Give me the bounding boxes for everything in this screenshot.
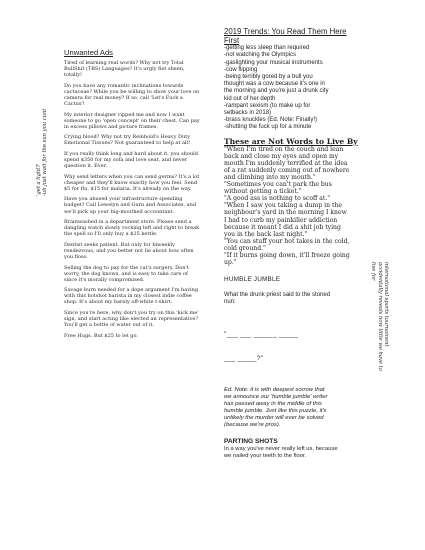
trend-item: -not watching the Olympics <box>224 52 297 59</box>
quote-line: up." <box>224 259 237 267</box>
quote-line: "When I'm tired on the couch and lean <box>224 145 344 153</box>
note-line: Ed. Note: it is with deepest sorrow that <box>224 386 325 393</box>
note-line: has passed away in the middle of this <box>224 400 322 407</box>
trends-title-line: First <box>224 35 240 45</box>
blanks-line: ___ _____?" <box>224 354 264 362</box>
ad-paragraph: Selling the dog to pay for the cat's surgery. Don't worry, the dog knows, and is easy to take care of since it's morally compromised. <box>64 264 189 283</box>
right-margin-note-line: live for <box>370 262 377 281</box>
prompt-line: nun: <box>224 299 236 306</box>
note-line: we announce our 'humble jumble' writer <box>224 393 328 400</box>
left-margin-note-line: -uh just wait for the sun you cunt <box>42 108 49 196</box>
ad-paragraph: Free Hugs. But $25 to let go. <box>64 332 138 339</box>
quote-line: "A good ass is nothing to scoff at." <box>224 195 331 203</box>
right-margin-note-line: accidentally reveals how little we have to <box>376 262 383 371</box>
quote-line: back and close my eyes and open my <box>224 152 339 160</box>
trends-title <box>224 28 392 45</box>
trend-item: thought was a cow because it's one in <box>224 81 325 88</box>
trends-list <box>224 45 392 131</box>
trend-item: -shutting the fuck up for a minute <box>224 124 312 131</box>
quote-line: and climbing into my mouth." <box>224 174 316 181</box>
note-line: (because we're pros). <box>224 422 281 429</box>
note-line: unlikely the murder will ever be solved <box>224 415 324 421</box>
ad-paragraph: Crying blood? Why not try Reinhold's Heavy Duty Emotional Tissues? Not guaranteed to help at all! <box>64 134 191 147</box>
humble-jumble-section <box>224 276 392 429</box>
editor-note <box>224 387 392 430</box>
unwanted-ads-column <box>64 48 202 343</box>
quote-line: neighbour's yard in the morning I knew <box>224 209 347 217</box>
quote-line: because it meant I did a shit job tying <box>224 223 341 231</box>
trend-item: -rampant sexism (to make up for <box>224 102 311 109</box>
quote-line: "When I saw you taking a dump in the <box>224 202 342 210</box>
parting-line: we nailed your teeth to the floor. <box>224 453 307 460</box>
humble-jumble-blanks <box>224 315 392 379</box>
quote-line: cold ground." <box>224 244 266 252</box>
trend-item: the morning and you're just a drunk city <box>224 88 329 95</box>
trend-item: -brass knuckles (Ed. Note: Finally!) <box>224 117 318 124</box>
parting-shots-body <box>224 446 392 460</box>
trend-item: -being terribly gored by a bull you <box>224 74 313 80</box>
humble-jumble-title: HUMBLE JUMBLE <box>224 276 281 284</box>
ad-paragraph: Savage burn needed for a dope argument I'm having with this hotshot barista in my closest indie coffee shop. It's about my barely off-white t-shirt. <box>64 287 199 306</box>
ad-paragraph: If you really think long and hard about it, you should spend $350 for my sofa and love seat, and never question it. Ever. <box>64 150 198 170</box>
trend-item: kid out of her depth <box>224 95 276 102</box>
note-line: humble jumble. Just like this puzzle, it's <box>224 407 327 414</box>
ad-paragraph: Why send letters when you can send germs? It's a lot cheaper and they'll know exactly how you feel. Send $5 for flu, $15 for malaria. It's already on the way. <box>64 173 200 192</box>
ad-paragraph: My interior designer ripped me and now I want someone to go 'open concept' on their chest. Can pay in excess pillows and picture frames. <box>64 111 200 130</box>
quote-line: "You can stuff your hot takes in the cold, <box>224 237 350 245</box>
trend-item: -gaslighting your musical instruments <box>224 59 323 66</box>
trend-item: -getting less sleep than required <box>224 45 310 52</box>
unwanted-ads-title: Unwanted Ads <box>64 48 113 57</box>
right-margin-note-line: international sports tournament <box>383 262 389 347</box>
ad-paragraph: Since you're here, why don't you try on this 'kick me' sign, and start acting like elected an representative? You'll get a bottle of water out of it. <box>64 310 199 329</box>
quote-line: you in the back last night." <box>224 230 308 238</box>
left-margin-note <box>36 109 49 196</box>
quote-line: "Sometimes you can't park the bus <box>224 181 332 189</box>
quote-line: mouth I'm suddenly terrified at the idea <box>224 159 348 167</box>
prompt-line: What the drunk priest said to the stoned <box>224 292 331 299</box>
trends-section <box>224 28 392 132</box>
not-words-title: These are Not Words to Live By <box>224 136 358 146</box>
blanks-line: "___ ___ ______ _____ <box>224 330 299 338</box>
ad-paragraph: Dentist seeks patient. But only for biweekly rendezvous, and you better not lie about how often you floss. <box>64 241 194 260</box>
ad-paragraph: Do you have any romantic inclinations towards cactaceae? While you be willing to show your love on camera for real money? If so, call 'Let's Fuck a Cactus'! <box>64 82 200 107</box>
parting-line: In a way you've never really left us, because <box>224 446 338 453</box>
quote-line: "If it burns going down, it'll freeze going <box>224 252 350 260</box>
humble-jumble-prompt <box>224 292 392 306</box>
quote-line: without getting a ticket." <box>224 188 302 196</box>
trend-item: -cow flipping <box>224 66 258 73</box>
right-column <box>224 28 392 460</box>
trends-title-line: 2019 Trends: You Read Them Here <box>224 27 347 36</box>
left-margin-note-line: 'get a light?' <box>36 163 42 196</box>
not-words-body <box>224 146 392 267</box>
parting-shots-title: PARTING SHOTS <box>224 438 278 446</box>
parting-shots-section <box>224 438 392 460</box>
right-margin-note <box>370 262 389 371</box>
ad-paragraph: Tired of learning real words? Why not try Total BullShit (TBS) Languages? It's urgly fiet sheen, totally! <box>64 60 185 79</box>
ad-paragraph: Brainwashed in a department store. Please send a dangling watch slowly rocking left and right to break the spell so I'll only buy a $25 kettle. <box>64 219 200 238</box>
quote-line: I had to curb my painkiller addiction <box>224 216 338 224</box>
trend-item: setbacks in 2018) <box>224 110 272 117</box>
not-words-section <box>224 137 392 267</box>
ad-paragraph: Have you abused your infrastructure spending budget? Call Lewelyn and Gurn and Associates, and we'll pick up your big-mouthed accountant. <box>64 196 197 215</box>
quote-line: of a rat suddenly coming out of nowhere <box>224 166 350 174</box>
